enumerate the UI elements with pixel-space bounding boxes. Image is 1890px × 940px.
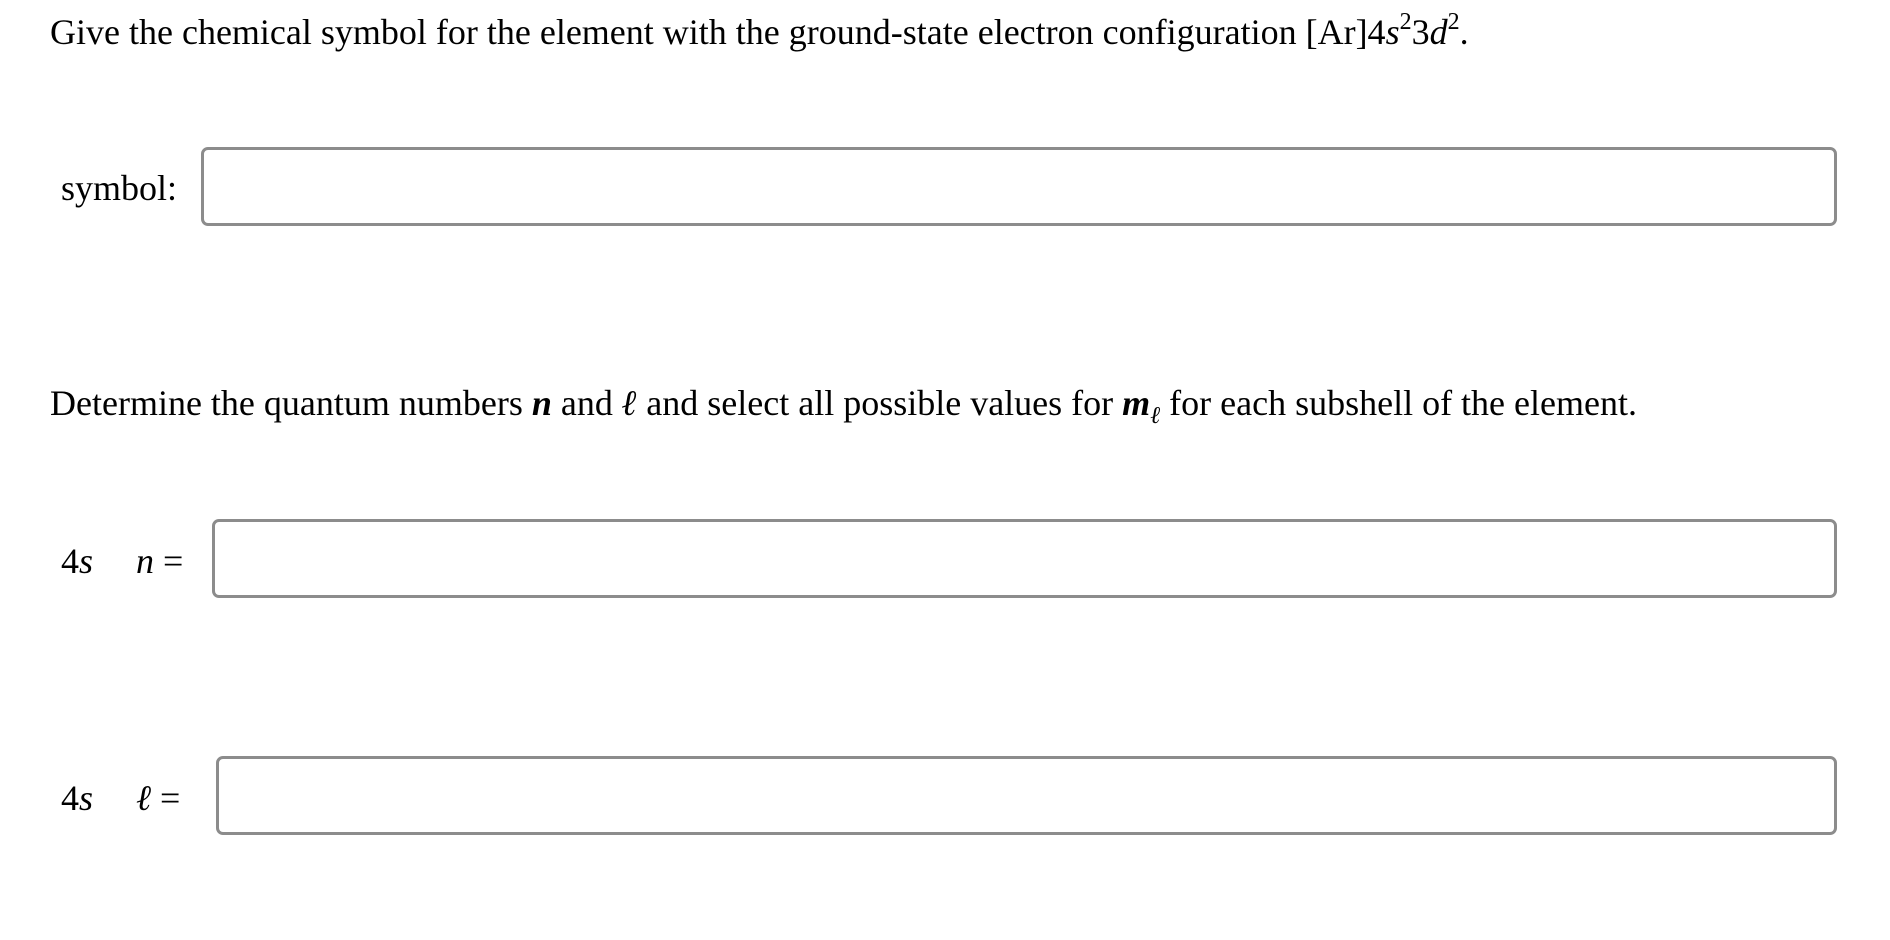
equals-sign: = (154, 541, 184, 581)
subshell-number: 4 (61, 541, 79, 581)
d-exponent: 2 (1447, 9, 1460, 35)
prompt-text: Determine the quantum numbers (50, 383, 532, 423)
n-input[interactable] (212, 519, 1837, 598)
question-configuration-prompt (50, 10, 1469, 54)
symbol-input[interactable] (201, 147, 1837, 226)
subshell-number: 4 (61, 778, 79, 818)
prompt-text: and (551, 383, 622, 423)
equals-sign: = (151, 778, 181, 818)
subshell-letter: s (79, 778, 94, 818)
ell-symbol: ℓ (621, 383, 638, 423)
s-exponent: 2 (1399, 9, 1412, 35)
n-symbol: n (531, 383, 552, 423)
s-orbital-letter: s (1385, 12, 1400, 52)
d-shell-number: 3 (1411, 12, 1430, 52)
prompt-text: for each subshell of the element. (1160, 383, 1637, 423)
m-subscript: ℓ (1150, 403, 1161, 429)
n-variable: n (136, 541, 154, 581)
prompt-text: and select all possible values for (637, 383, 1123, 423)
prompt-text: Give the chemical symbol for the element with the ground-state electron configuration [Ar]4 (50, 12, 1386, 52)
ell-variable: ℓ (136, 778, 151, 818)
l-input[interactable] (216, 756, 1837, 835)
symbol-label: symbol: (61, 168, 178, 208)
n-equals-label (136, 539, 183, 583)
l-subshell-label (61, 776, 93, 820)
m-symbol: m (1122, 383, 1151, 423)
d-orbital-letter: d (1429, 12, 1448, 52)
prompt-period: . (1459, 12, 1469, 52)
subshell-letter: s (79, 541, 94, 581)
question-quantum-numbers-prompt (50, 381, 1637, 429)
l-equals-label (136, 776, 180, 820)
n-subshell-label (61, 539, 93, 583)
